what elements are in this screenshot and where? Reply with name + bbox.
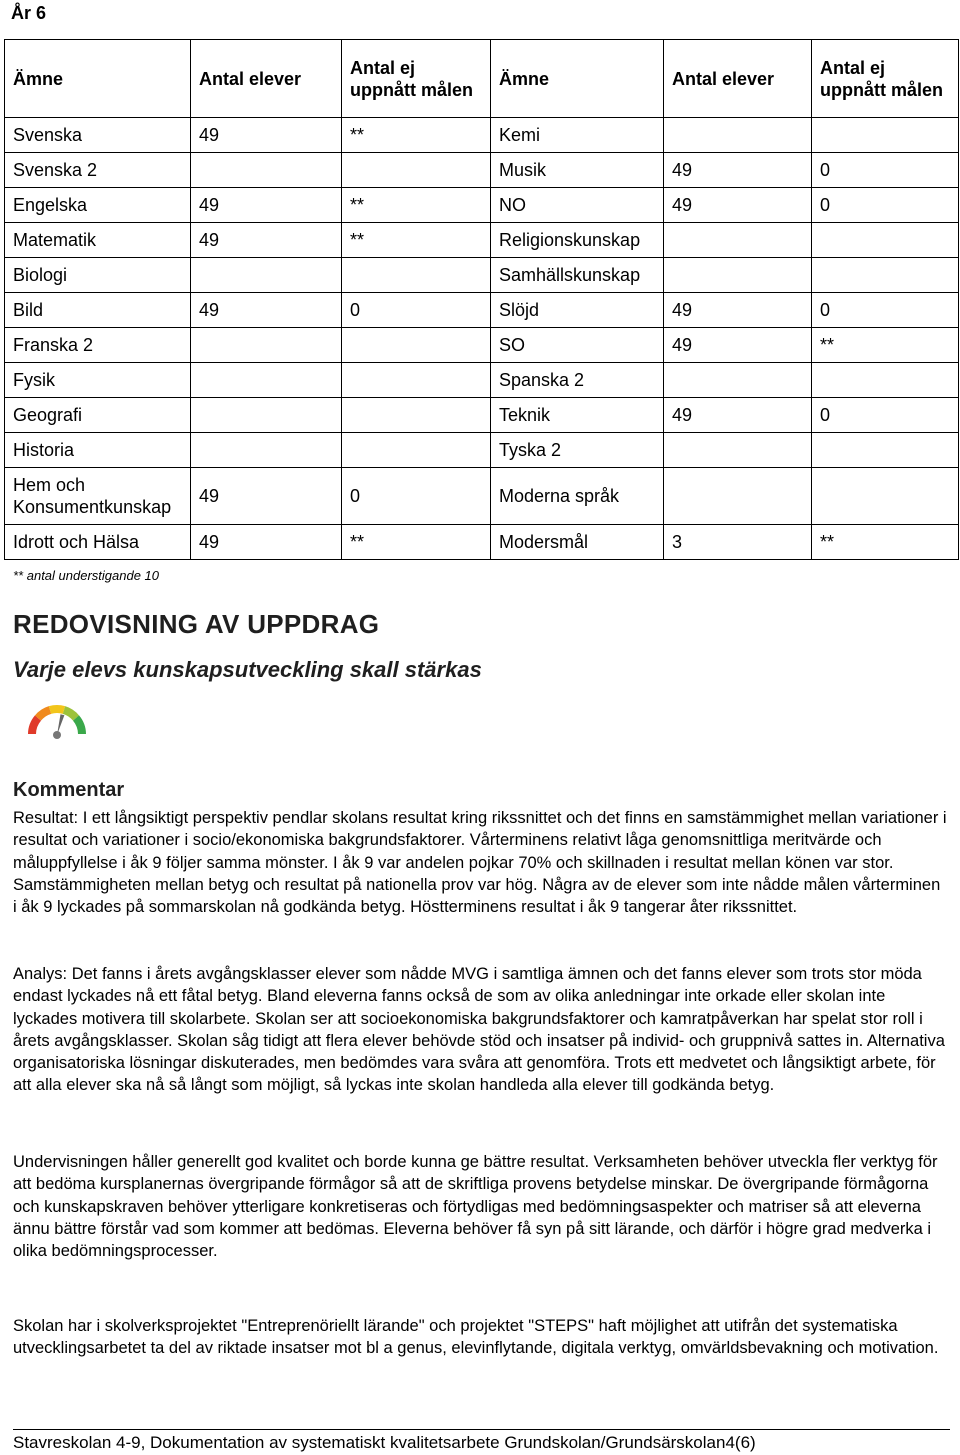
column-header: Ämne xyxy=(5,40,191,118)
table-cell: 0 xyxy=(812,398,959,433)
table-cell: Samhällskunskap xyxy=(491,258,664,293)
year-heading: År 6 xyxy=(11,3,47,23)
table-cell xyxy=(342,258,491,293)
table-cell xyxy=(812,223,959,258)
table-cell: Svenska 2 xyxy=(5,153,191,188)
table-row xyxy=(5,153,959,188)
table-cell xyxy=(664,363,812,398)
table-cell: Religionskunskap xyxy=(491,223,664,258)
table-cell: Kemi xyxy=(491,118,664,153)
table-cell: 49 xyxy=(191,223,342,258)
table-cell xyxy=(664,468,812,525)
column-header: Antal elever xyxy=(191,40,342,118)
table-cell: NO xyxy=(491,188,664,223)
table-cell xyxy=(342,398,491,433)
table-cell xyxy=(812,363,959,398)
table-header-row xyxy=(5,40,959,118)
table-cell: Fysik xyxy=(5,363,191,398)
table-cell: Franska 2 xyxy=(5,328,191,363)
table-cell: 0 xyxy=(812,293,959,328)
table-cell xyxy=(191,433,342,468)
result-paragraph: Resultat: I ett långsiktigt perspektiv pendlar skolans resultat kring rikssnittet och det finns en samstämmighet mellan variationer i resultat och variationer i socio/ekonomiska bakgrundsfaktorer. Vårterminens relativt låga genomsnittliga meritvärde och måluppfyllelse i åk 9 följer samma mönster. I åk 9 var andelen pojkar 70% och skillnaden i resultat mellan könen var stor. Samstämmigheten mellan betyg och resultat på nationella prov var hög. Några av de elever som inte nådde målen vårterminen i åk 9 lyckades på sommarskolan nå godkända betyg. Höstterminens resultat i åk 9 tangerar åter rikssnittet. xyxy=(13,809,947,917)
table-cell: 49 xyxy=(664,398,812,433)
table-row xyxy=(5,525,959,560)
table-cell xyxy=(191,153,342,188)
table-cell: 0 xyxy=(342,468,491,525)
table-cell xyxy=(191,258,342,293)
table-cell xyxy=(664,258,812,293)
table-cell: 49 xyxy=(191,293,342,328)
table-cell xyxy=(191,328,342,363)
table-cell: 49 xyxy=(191,525,342,560)
column-header: Antal ej uppnått målen xyxy=(342,40,491,118)
table-cell: Hem och Konsumentkunskap xyxy=(5,468,191,525)
table-cell: ** xyxy=(342,525,491,560)
table-cell: ** xyxy=(812,328,959,363)
table-row xyxy=(5,328,959,363)
table-cell: Teknik xyxy=(491,398,664,433)
table-cell: Engelska xyxy=(5,188,191,223)
section-title: REDOVISNING AV UPPDRAG xyxy=(13,609,380,639)
table-cell: 49 xyxy=(664,188,812,223)
table-cell xyxy=(342,363,491,398)
table-cell: Tyska 2 xyxy=(491,433,664,468)
table-row xyxy=(5,223,959,258)
table-cell: 0 xyxy=(812,188,959,223)
table-cell xyxy=(664,118,812,153)
table-cell xyxy=(812,118,959,153)
table-footnote: ** antal understigande 10 xyxy=(13,568,160,583)
table-row xyxy=(5,433,959,468)
section-subtitle: Varje elevs kunskapsutveckling skall stärkas xyxy=(13,657,482,682)
table-cell: Moderna språk xyxy=(491,468,664,525)
table-cell xyxy=(812,468,959,525)
table-cell: SO xyxy=(491,328,664,363)
table-cell: 3 xyxy=(664,525,812,560)
table-cell xyxy=(664,433,812,468)
column-header: Antal elever xyxy=(664,40,812,118)
table-row xyxy=(5,363,959,398)
table-cell: Slöjd xyxy=(491,293,664,328)
table-body xyxy=(5,118,959,560)
table-row xyxy=(5,468,959,525)
table-cell xyxy=(812,433,959,468)
table-row xyxy=(5,258,959,293)
table-cell: 49 xyxy=(664,328,812,363)
table-cell: Modersmål xyxy=(491,525,664,560)
table-row xyxy=(5,293,959,328)
table-cell: Historia xyxy=(5,433,191,468)
table-cell: ** xyxy=(812,525,959,560)
table-cell: Spanska 2 xyxy=(491,363,664,398)
results-table xyxy=(4,39,959,560)
table-cell xyxy=(191,363,342,398)
table-cell: 49 xyxy=(191,188,342,223)
table-cell: 0 xyxy=(342,293,491,328)
table-cell xyxy=(342,153,491,188)
table-cell xyxy=(342,328,491,363)
page-footer: Stavreskolan 4-9, Dokumentation av systematiskt kvalitetsarbete Grundskolan/Grundsärskolan4(6) xyxy=(13,1433,756,1452)
table-cell: Matematik xyxy=(5,223,191,258)
table-cell xyxy=(342,433,491,468)
table-cell: 49 xyxy=(664,293,812,328)
table-row xyxy=(5,188,959,223)
table-cell: Idrott och Hälsa xyxy=(5,525,191,560)
column-header: Ämne xyxy=(491,40,664,118)
table-cell xyxy=(812,258,959,293)
comment-heading: Kommentar xyxy=(13,779,125,801)
footer-divider xyxy=(13,1429,950,1430)
table-row xyxy=(5,118,959,153)
table-cell: Musik xyxy=(491,153,664,188)
table-cell: ** xyxy=(342,223,491,258)
column-header: Antal ej uppnått målen xyxy=(812,40,959,118)
table-cell: ** xyxy=(342,188,491,223)
table-cell: Svenska xyxy=(5,118,191,153)
table-cell xyxy=(191,398,342,433)
gauge-icon xyxy=(26,702,88,742)
table-cell: 49 xyxy=(191,468,342,525)
teaching-paragraph: Undervisningen håller generellt god kvalitet och borde kunna ge bättre resultat. Verksamheten behöver utveckla fler verktyg för att bedöma kursplanernas övergripande förmågor så att de skriftliga provens betydelse minskar. De övergripande förmågorna och kunskapskraven behöver ytterligare konkretiseras och förtydligas med bedömningsaspekter och matriser så att eleverna ännu bättre förstår vad som kommer att bedömas. Eleverna behöver få syn på sitt lärande, och därför i högre grad medverka i olika bedömningsprocesser. xyxy=(13,1153,938,1261)
table-cell: 49 xyxy=(191,118,342,153)
table-cell: 49 xyxy=(664,153,812,188)
table-cell xyxy=(664,223,812,258)
table-cell: ** xyxy=(342,118,491,153)
table-cell: Geografi xyxy=(5,398,191,433)
table-row xyxy=(5,398,959,433)
table-cell: Biologi xyxy=(5,258,191,293)
projects-paragraph: Skolan har i skolverksprojektet "Entreprenöriellt lärande" och projektet "STEPS" haft möjlighet att utifrån det systematiska utvecklingsarbetet ta del av riktade insatser mot bl a genus, elevinflytande, digitala verktyg, omvärldsbevakning och motivation. xyxy=(13,1317,939,1358)
analysis-paragraph: Analys: Det fanns i årets avgångsklasser elever som nådde MVG i samtliga ämnen och det fanns elever som trots stor möda endast lyckades nå ett fåtal betyg. Bland eleverna fanns också de som av olika anledningar inte orkade eller skolan inte lyckades motivera till skolarbete. Skolan ser att socioekonomiska bakgrundsfaktorer och kamratpåverkan har spelat stor roll i årets avgångsklasser. Skolan såg tidigt att flera elever behövde stöd och insatser på individ- och gruppnivå sattes in. Alternativa organisatoriska lösningar diskuterades, men bedömdes vara svåra att genomföra. Trots ett medvetet och långsiktigt arbete, för att alla elever ska nå så långt som möjligt, så lyckas inte skolan handleda alla elever till godkända betyg. xyxy=(13,965,945,1095)
table-cell: 0 xyxy=(812,153,959,188)
table-cell: Bild xyxy=(5,293,191,328)
